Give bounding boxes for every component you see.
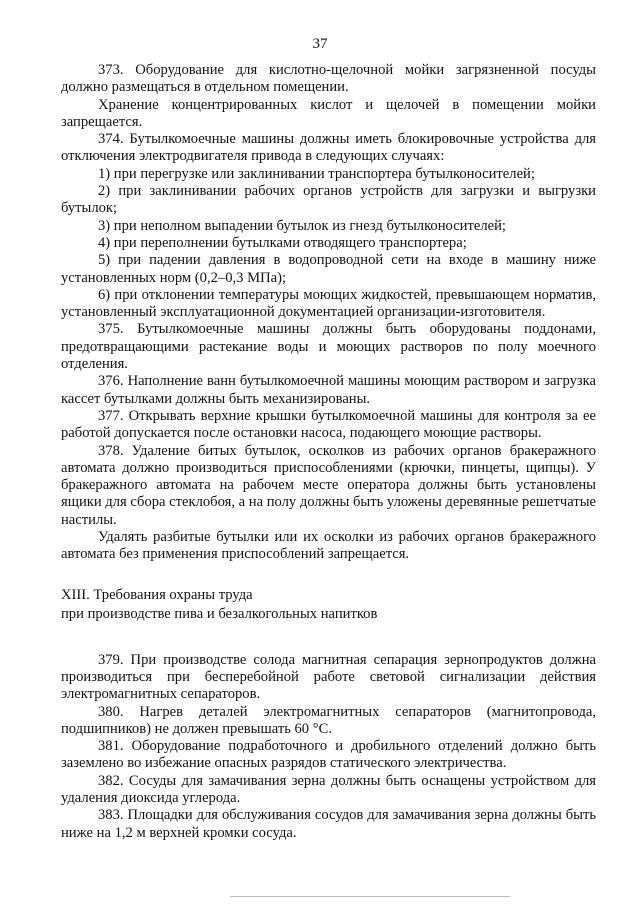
section-heading bbox=[61, 586, 596, 624]
paragraph-378-prohibition: Удалять разбитые бутылки или их осколки из рабочих органов бракеражного автомата без применения приспособлений запрещается. bbox=[61, 529, 596, 563]
document-body bbox=[61, 62, 596, 842]
paragraph-375: 375. Бутылкомоечные машины должны быть оборудованы поддонами, предотвращающими растекание воды и моющих растворов по полу моечного отделения. bbox=[61, 321, 596, 373]
paragraph-374: 374. Бутылкомоечные машины должны иметь блокировочные устройства для отключения электродвигателя привода в следующих случаях: bbox=[61, 131, 596, 165]
section-heading-line2: при производстве пива и безалкогольных напитков bbox=[61, 605, 378, 622]
paragraph-373-storage: Хранение концентрированных кислот и щелочей в помещении мойки запрещается. bbox=[61, 96, 596, 130]
paragraph-378: 378. Удаление битых бутылок, осколков из рабочих органов бракеражного автомата должно производиться приспособлениями (крючки, пинцеты, щипцы). У бракеражного автомата на рабочем месте оператора должны быть установлены ящики для сбора стеклобоя, а на полу должны быть уложены деревянные решетчатые настилы. bbox=[61, 442, 597, 528]
list-item-374-1: 1) при перегрузке или заклинивании транспортера бутылконосителей; bbox=[98, 165, 535, 182]
paragraph-373: 373. Оборудование для кислотно-щелочной мойки загрязненной посуды должно размещаться в отдельном помещении. bbox=[61, 62, 596, 96]
paragraph-383: 383. Площадки для обслуживания сосудов для замачивания зерна должны быть ниже на 1,2 м верхней кромки сосуда. bbox=[61, 807, 596, 841]
paragraph-381: 381. Оборудование подработочного и дробильного отделений должно быть заземлено во избежание опасных разрядов статического электричества. bbox=[61, 738, 596, 772]
page-number: 37 bbox=[312, 36, 328, 52]
list-item-374-4: 4) при переполнении бутылками отводящего транспортера; bbox=[98, 234, 467, 251]
list-item-374-6: 6) при отклонении температуры моющих жидкостей, превышающем норматив, установленный эксплуатационной документацией организации-изготовителя. bbox=[61, 286, 596, 321]
section-heading-line1: XIII. Требования охраны труда bbox=[61, 586, 253, 603]
paragraph-376: 376. Наполнение ванн бутылкомоечной машины моющим раствором и загрузка кассет бутылками должны быть механизированы. bbox=[61, 373, 596, 407]
list-item-374-5: 5) при падении давления в водопроводной сети на входе в машину ниже установленных норм (0,2–0,3 МПа); bbox=[61, 252, 596, 286]
list-item-374-3: 3) при неполном выпадении бутылок из гнезд бутылконосителей; bbox=[98, 217, 506, 234]
list-item-374-2: 2) при заклинивании рабочих органов устройств для загрузки и выгрузки бутылок; bbox=[61, 183, 596, 217]
paragraph-382: 382. Сосуды для замачивания зерна должны быть оснащены устройством для удаления диоксида углерода. bbox=[61, 772, 596, 806]
paragraph-377: 377. Открывать верхние крышки бутылкомоечной машины для контроля за ее работой допускается после остановки насоса, подающего моющие растворы. bbox=[61, 407, 596, 442]
scan-edge-line bbox=[230, 896, 510, 897]
paragraph-380: 380. Нагрев деталей электромагнитных сепараторов (магнитопровода, подшипников) не должен превышать 60 °С. bbox=[61, 703, 596, 737]
paragraph-379: 379. При производстве солода магнитная сепарация зернопродуктов должна производиться при бесперебойной работе световой сигнализации действия электромагнитных сепараторов. bbox=[61, 651, 596, 703]
